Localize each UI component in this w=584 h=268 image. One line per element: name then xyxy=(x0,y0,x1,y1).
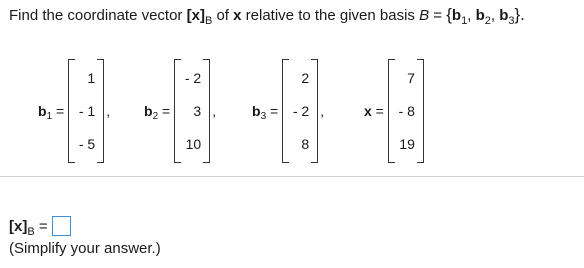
hint-text: (Simplify your answer.) xyxy=(9,240,161,257)
matrix-cell: - 8 xyxy=(398,102,415,119)
matrix-cell: - 2 xyxy=(184,69,202,86)
vector-x xyxy=(364,58,424,164)
matrix-cell: - 5 xyxy=(78,136,96,153)
matrix-b3 xyxy=(282,59,318,163)
matrix-cell: 1 xyxy=(87,69,96,86)
matrix-cell: 8 xyxy=(301,136,310,153)
vector-label: $b_1$ = xyxy=(38,103,65,122)
vector-b1 xyxy=(38,58,114,164)
matrix-b1 xyxy=(68,59,104,163)
matrix-cell: - 2 xyxy=(292,102,310,119)
matrix-cell: 2 xyxy=(301,69,310,86)
matrix-cell: 10 xyxy=(185,136,202,153)
vector-label: x = xyxy=(364,103,384,119)
matrix-cell: 19 xyxy=(399,136,415,153)
matrix-b2 xyxy=(174,59,210,163)
answer-row xyxy=(9,216,71,236)
answer-label: $[x]_B$ = xyxy=(9,217,48,238)
vector-b2 xyxy=(144,58,220,164)
matrix-x xyxy=(388,59,424,163)
vector-label: $b_2$ = xyxy=(144,103,171,122)
comma: , xyxy=(320,103,325,119)
matrix-cell: 7 xyxy=(407,69,415,86)
divider xyxy=(0,176,584,177)
vector-label: $b_3$ = xyxy=(252,103,279,122)
answer-input[interactable] xyxy=(52,216,71,236)
comma: , xyxy=(212,103,217,119)
comma: , xyxy=(106,103,111,119)
matrix-cell: - 1 xyxy=(78,102,96,119)
vector-b3 xyxy=(252,58,328,164)
matrix-cell: 3 xyxy=(193,102,202,119)
question-text: Find the coordinate vector $[x]_B$ of x relative to the given basis $B = \{b_1$, $b_2$, $b_3$}. xyxy=(9,5,525,27)
